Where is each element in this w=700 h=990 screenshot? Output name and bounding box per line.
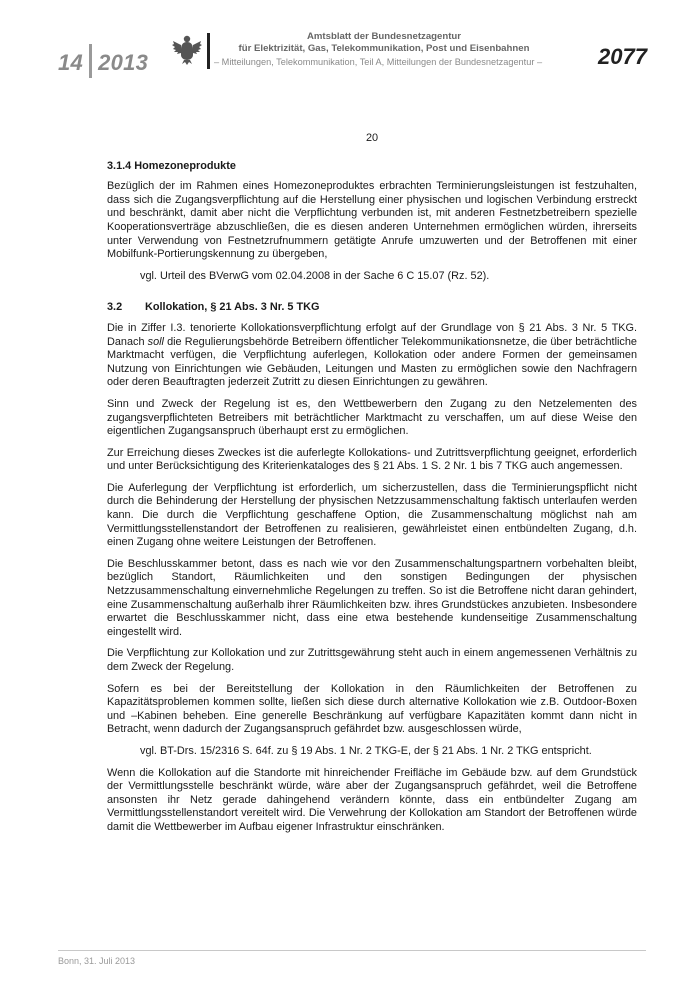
footer-divider xyxy=(58,950,646,951)
paragraph-beschlusskammer: Die Beschlusskammer betont, dass es nach wie vor den Zusammenschaltungspartnern vorbehalten bleibt, bezüglich Standort, Räumlichkeiten und den sonstigen Bedingungen der physischen Netzzusammenschaltung einvernehmliche Regelungen zu treffen. So ist die Betroffene nicht daran gehindert, eine Zusammenschaltung außerhalb ihrer Räumlichkeiten bzw. ihres Grundstückes anzubieten. Insbesondere erwartet die Beschlusskammer nicht, dass eine etwa bestehende kundenseitige Zusammenschaltung eingestellt wird. xyxy=(107,557,637,638)
paragraph-homezone: Bezüglich der im Rahmen eines Homezoneproduktes erbrachten Terminierungsleistungen ist festzuhalten, dass sich die Zugangsverpflichtung auf die Herstellung einer physischen und logischen Verbindung erstreckt und beschränkt, damit aber nicht die Verpflichtung verbunden ist, mit anderen Festnetzbetreibern spezielle Kooperationsverträge abzuschließen, die es diesen anderen Unternehmen ermöglichen würden, ihrerseits unter Verwendung von Festnetzrufnummern getätigte Anrufe umzuwerten und der Betroffenen mit einer Mobilfunk-Portierungskennung zu übergeben, xyxy=(107,180,637,261)
issue-year: 2013 xyxy=(98,50,149,75)
federal-eagle-icon xyxy=(172,33,202,65)
issue-label xyxy=(58,44,148,78)
journal-subtitle: – Mitteilungen, Telekommunikation, Teil A, Mitteilungen der Bundesnetzagentur – xyxy=(214,57,543,67)
journal-title xyxy=(213,31,555,54)
paragraph-erreichung: Zur Erreichung dieses Zweckes ist die auferlegte Kollokations- und Zutrittsverpflichtung geeignet, erforderlich und unter Berücksichtigung des Kriterienkataloges des § 21 Abs. 1 S. 2 Nr. 1 bis 7 TKG auch angemessen. xyxy=(107,446,637,473)
journal-title-line2: für Elektrizität, Gas, Telekommunikation, Post und Eisenbahnen xyxy=(238,42,530,54)
paragraph-kapazitaet: Sofern es bei der Bereitstellung der Kollokation in den Räumlichkeiten der Betroffenen zu Kapazitätsproblemen kommen sollte, ließen sich diese durch alternative Kollokation wie z.B. Outdoor-Boxen und –Kabinen beheben. Eine generelle Beschränkung auf verfügbare Kapazitäten kommt dann nicht in Betracht, wenn dadurch der Zugangsanspruch gefährdet bzw. ausgeschlossen würde, xyxy=(107,682,637,736)
paragraph-erforderlich: Die Auferlegung der Verpflichtung ist erforderlich, um sicherzustellen, dass die Terminierungspflicht nicht durch die Behinderung der Herstellung der physischen Netzzusammenschaltung faktisch unterlaufen werden kann. Die durch die Verpflichtung geschaffene Option, die Zusammenschaltung möglichst nah am Vermittlungsstellenstandort der Betroffenen zu realisieren, gewährleistet einen entbündelten Zugang, d.h. einen Zugang ohne weitere Leistungen der Betroffenen. xyxy=(107,481,637,549)
footer-place-date: Bonn, 31. Juli 2013 xyxy=(58,956,136,966)
emphasis-soll: soll xyxy=(147,335,164,348)
paragraph-kollokation-basis xyxy=(107,322,637,390)
citation-bt-drs: vgl. BT-Drs. 15/2316 S. 64f. zu § 19 Abs. 1 Nr. 2 TKG-E, der § 21 Abs. 1 Nr. 2 TKG entspricht. xyxy=(140,744,592,757)
section-title: Kollokation, § 21 Abs. 3 Nr. 5 TKG xyxy=(145,301,320,314)
paragraph-text: Die in Ziffer I.3. tenorierte Kollokationsverpflichtung erfolgt auf der Grundlage von § 21 Abs. 3 Nr. 5 TKG. Danach xyxy=(107,321,637,348)
inner-page-number: 20 xyxy=(365,132,379,144)
section-heading-3-2 xyxy=(107,301,637,315)
page-number: 2077 xyxy=(598,44,647,69)
issue-separator xyxy=(89,44,92,78)
document-body xyxy=(107,132,637,843)
page-header xyxy=(0,0,700,90)
section-number: 3.2 xyxy=(107,301,123,314)
section-heading-3-1-4: 3.1.4 Homezoneprodukte xyxy=(107,159,236,172)
paragraph-text: die Regulierungsbehörde Betreibern öffentlicher Telekommunikationsnetze, die über beträchtliche Marktmacht verfügen, die Verpflichtung auferlegen, Kollokation oder andere Formen der gemeinsamen Nutzung von Einrichtungen wie Gebäuden, Leitungen und Masten zu ermöglichen sowie den Nachfragern oder deren Beauftragten jederzeit Zutritt zu diesen Einrichtungen zu gewähren. xyxy=(107,335,637,389)
citation-bverwg: vgl. Urteil des BVerwG vom 02.04.2008 in der Sache 6 C 15.07 (Rz. 52). xyxy=(140,269,490,282)
paragraph-angemessen: Die Verpflichtung zur Kollokation und zur Zutrittsgewährung steht auch in einem angemessenen Verhältnis zu dem Zweck der Regelung. xyxy=(107,647,637,673)
issue-number: 14 xyxy=(58,50,84,75)
paragraph-sinn-zweck: Sinn und Zweck der Regelung ist es, den Wettbewerbern den Zugang zu den Netzelementen des zugangsverpflichteten Betreibers mit beträchtlicher Marktmacht zu verschaffen, um auf diese Weise den eigentlichen Zugangsanspruch überhaupt erst zu ermöglichen. xyxy=(107,397,637,438)
paragraph-standorte: Wenn die Kollokation auf die Standorte mit hinreichender Freifläche im Gebäude bzw. auf dem Grundstück der Vermittlungsstelle beschränkt würde, wäre aber der Zugangsanspruch gefährdet, weil die Betroffene ansonsten ihr Netz gerade dahingehend verändern könnte, dass ein entbündelter Zugang am Vermittlungsstellenstandort vereitelt wird. Die Verwehrung der Kollokation am Standort der Betroffenen würde damit die Wettbewerber im Aufbau eigener Infrastruktur einschränken. xyxy=(107,766,637,833)
header-divider xyxy=(207,33,210,69)
journal-title-line1: Amtsblatt der Bundesnetzagentur xyxy=(306,31,462,42)
